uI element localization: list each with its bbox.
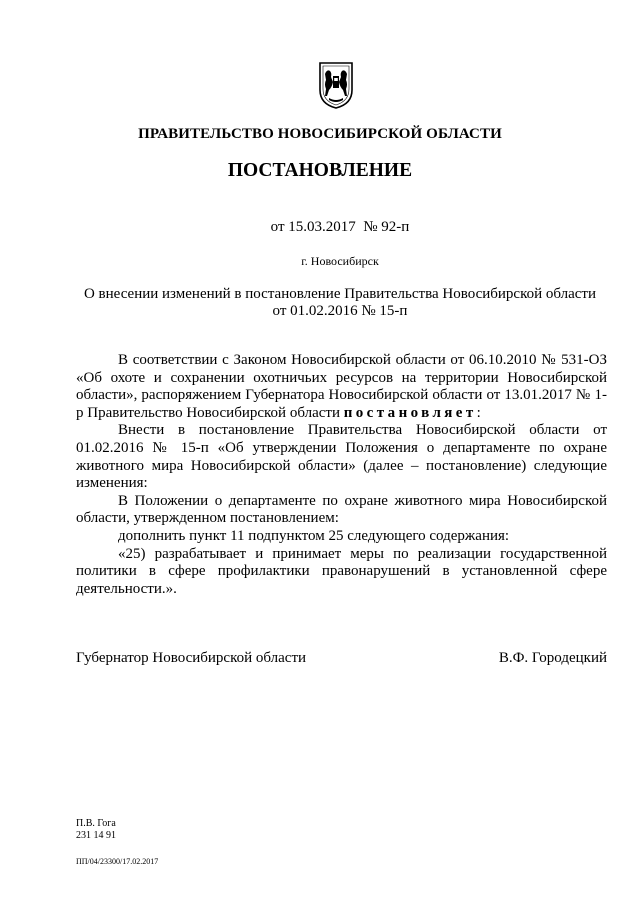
resolution-keyword: постановляет <box>343 404 477 421</box>
signatory-name: В.Ф. Городецкий <box>498 650 607 666</box>
body-paragraph-1-end: : <box>476 404 481 421</box>
document-subject <box>0 286 640 320</box>
body-paragraph-4: дополнить пункт 11 подпунктом 25 следующего содержания: <box>118 527 510 544</box>
document-code: ПП/04/23300/17.02.2017 <box>76 857 159 866</box>
signature-block <box>76 650 607 667</box>
executor-info <box>76 818 116 842</box>
body-paragraph-5: «25) разрабатывает и принимает меры по реализации государственной политики в сфере профилактики правонарушений в установленной сфере деятельности.». <box>76 545 607 597</box>
body-paragraph-3: В Положении о департаменте по охране животного мира Новосибирской области, утвержденном постановлением: <box>76 492 607 527</box>
executor-name: П.В. Гога <box>76 818 116 829</box>
government-title: ПРАВИТЕЛЬСТВО НОВОСИБИРСКОЙ ОБЛАСТИ <box>138 126 502 142</box>
coat-of-arms-emblem <box>317 60 355 110</box>
executor-phone: 231 14 91 <box>76 830 116 841</box>
document-body <box>76 352 607 598</box>
subject-line-2: от 01.02.2016 № 15-п <box>272 303 408 319</box>
body-paragraph-1-text: В соответствии с Законом Новосибирской области от 06.10.2010 № 531-ОЗ «Об охоте и сохранении охотничьих ресурсов на территории Новосибирской области», распоряжением Губернатора Новосибирской области от 13.01.2017 № 1-р Правительство Новосибирской области <box>76 352 607 421</box>
body-paragraph-1 <box>76 352 607 422</box>
body-paragraph-2: Внести в постановление Правительства Новосибирской области от 01.02.2016 № 15-п «Об утверждении Положения о департаменте по охране животного мира Новосибирской области» (далее – постановление) следующие изменения: <box>76 422 607 492</box>
document-date-number: от 15.03.2017 № 92-п <box>270 219 410 235</box>
subject-line-1: О внесении изменений в постановление Правительства Новосибирской области <box>83 286 597 302</box>
document-type-title: ПОСТАНОВЛЕНИЕ <box>227 160 413 181</box>
document-city: г. Новосибирск <box>301 254 379 268</box>
signatory-position: Губернатор Новосибирской области <box>76 650 307 666</box>
